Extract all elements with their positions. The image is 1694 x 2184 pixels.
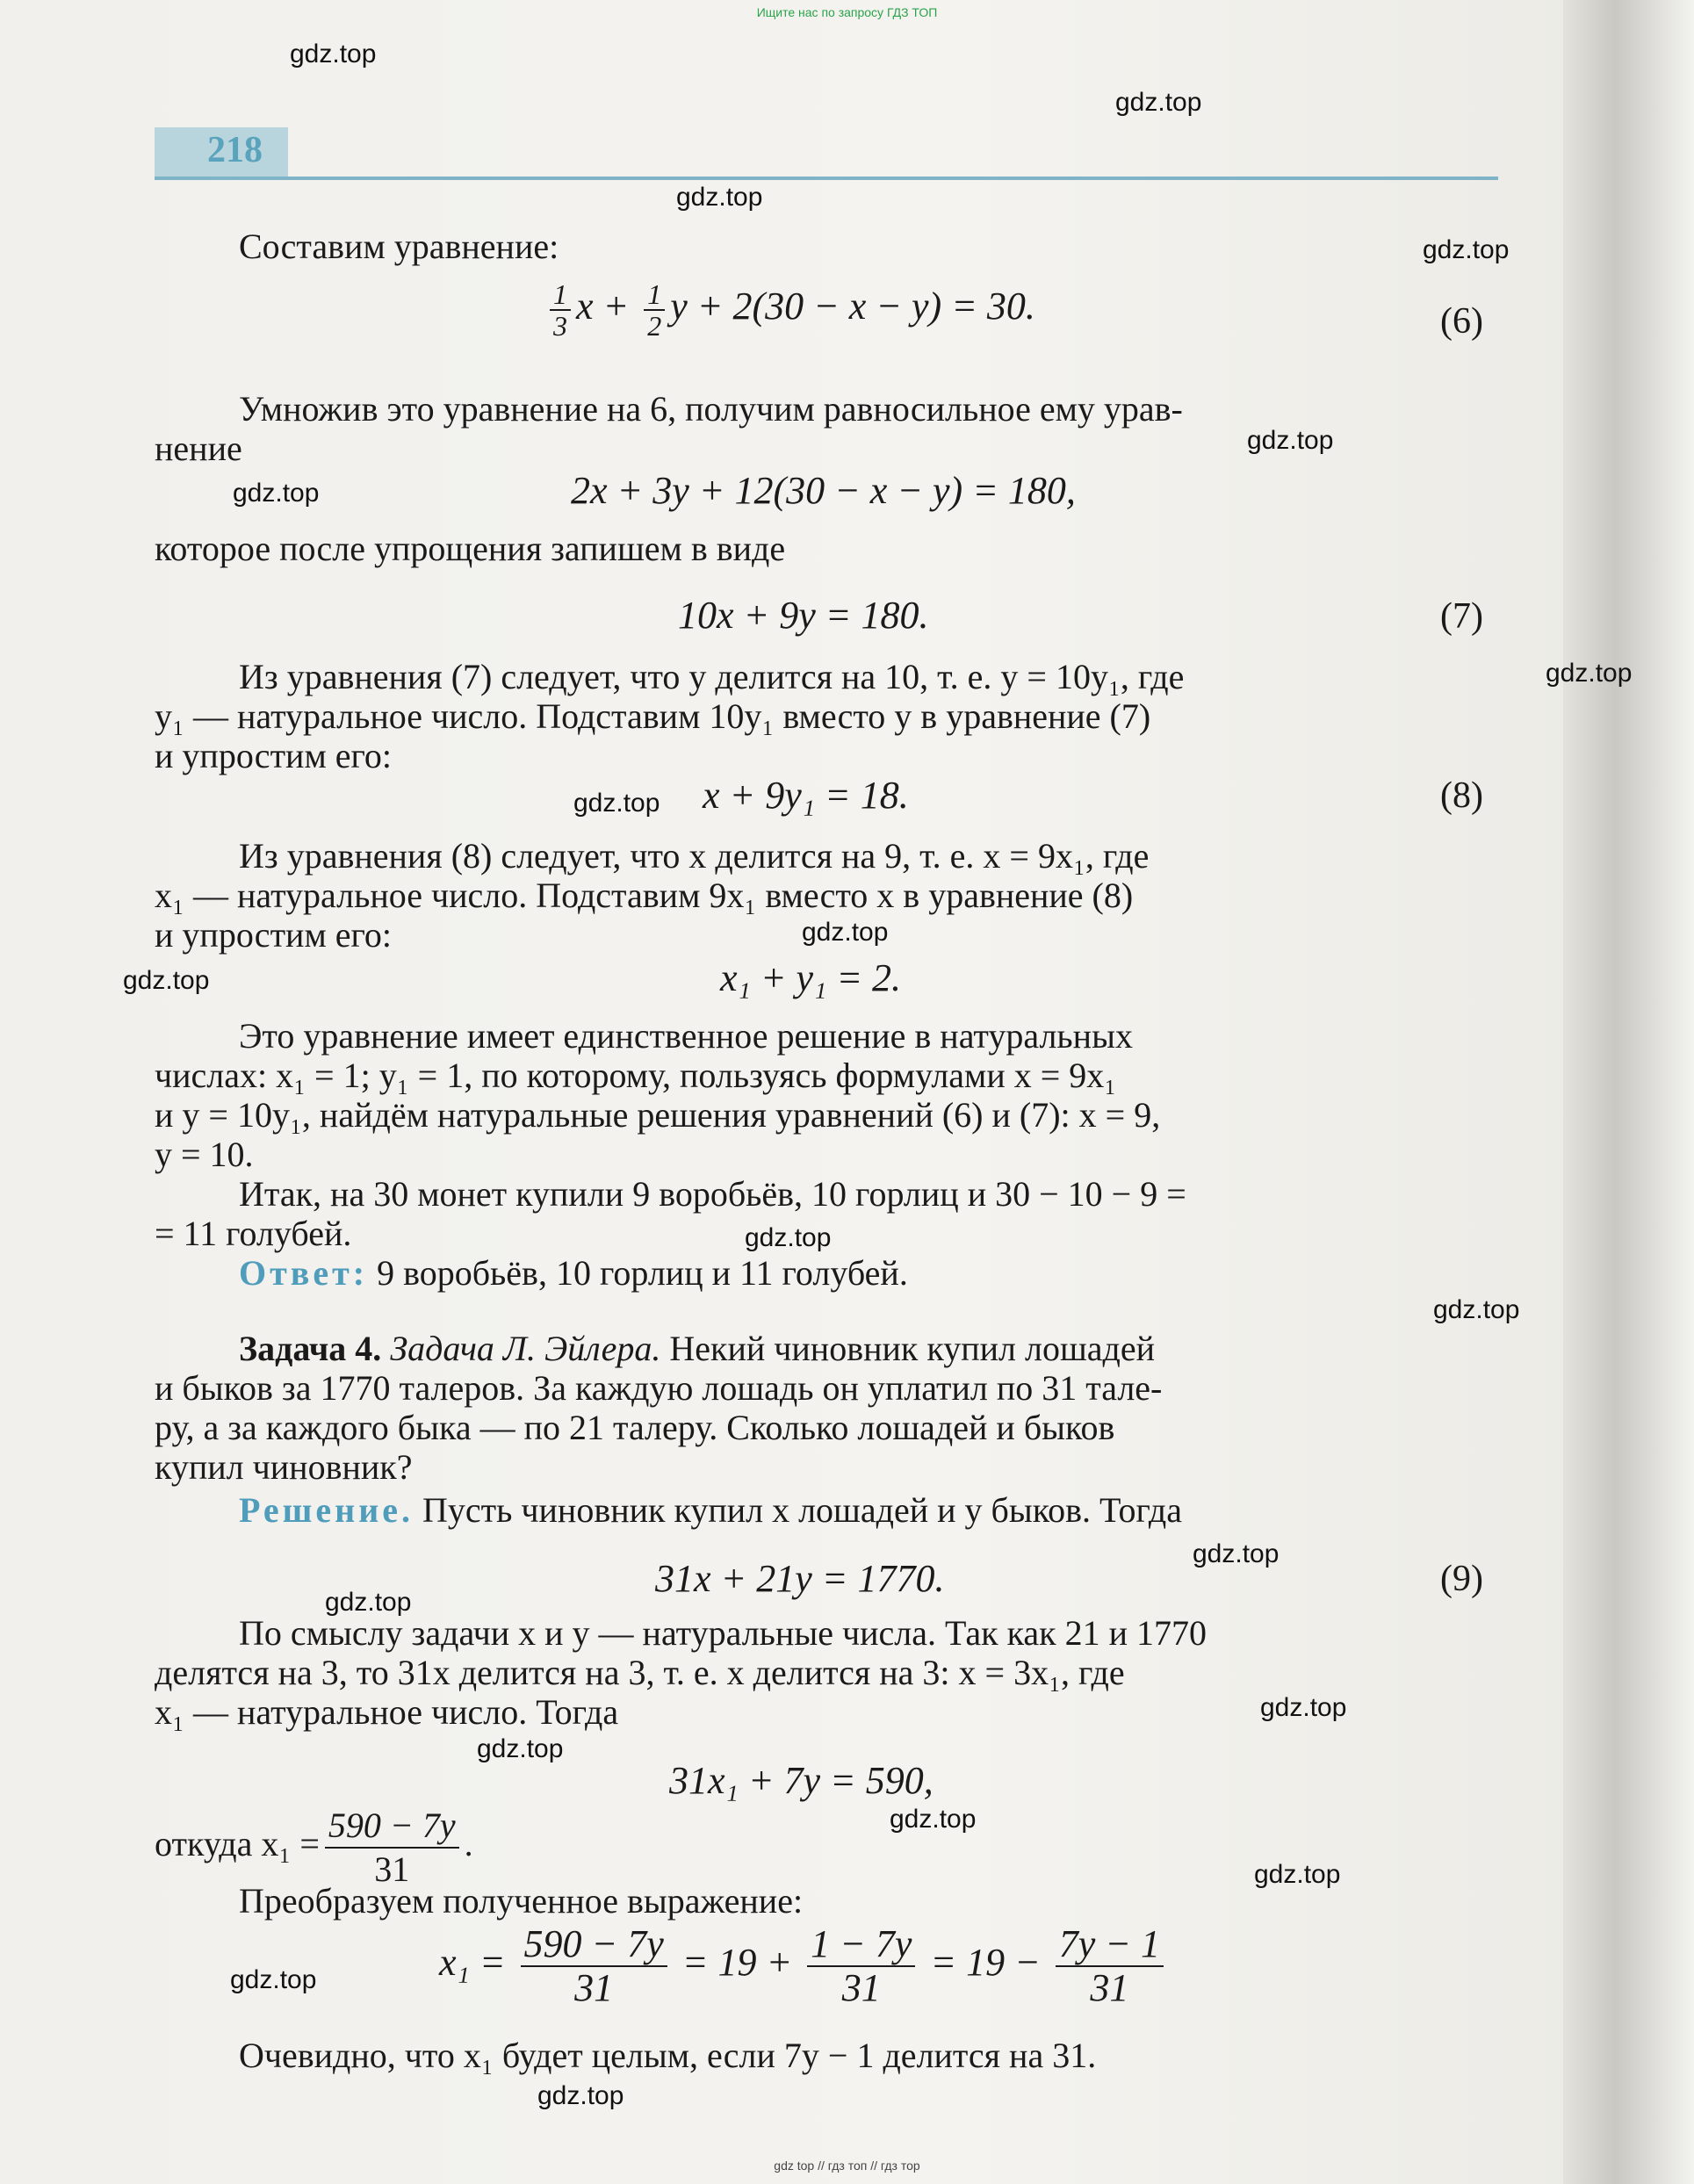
text-line: Очевидно, что x₁ будет целым, если 7y − 1 делится на 31. [239, 2036, 1097, 2075]
watermark: gdz.top [1193, 1539, 1280, 1568]
watermark: gdz.top [1247, 426, 1334, 455]
watermark: gdz.top [573, 789, 660, 818]
watermark: gdz.top [676, 183, 763, 212]
text-line: По смыслу задачи x и y — натуральные числа. Так как 21 и 1770 [239, 1613, 1207, 1653]
equation-sum: x₁ + y₁ = 2. [720, 956, 902, 999]
fraction: $\frac{590 - 7y}{31}$ [521, 1923, 667, 2009]
equation-number: (9) [1440, 1559, 1483, 1599]
equation-number: (6) [1440, 301, 1483, 342]
text-line: Умножив это уравнение на 6, получим равносильное ему урав- [239, 389, 1183, 429]
text-line: и y = 10y₁, найдём натуральные решения уравнений (6) и (7): x = 9, [155, 1095, 1161, 1135]
text-line: y = 10. [155, 1135, 254, 1174]
watermark: gdz.top [537, 2081, 624, 2110]
watermark: gdz.top [325, 1588, 412, 1617]
page-header [155, 127, 1498, 178]
watermark: gdz.top [1423, 235, 1510, 264]
task-heading-line [239, 1329, 1155, 1369]
answer-label: Ответ: [239, 1253, 369, 1293]
equation-11: x₁ = $\frac{590 - 7y}{31}$ = 19 + $\frac{1 - 7y}{31}$ = 19 − $\frac{7y - 1}{31}$ [439, 1923, 1169, 2009]
text-line: x₁ — натуральное число. Подставим 9x₁ вместо x в уравнение (8) [155, 876, 1134, 915]
text-line: которое после упрощения запишем в виде [155, 529, 786, 568]
task-title: Задача Л. Эйлера. [390, 1329, 661, 1368]
watermark: gdz.top [802, 918, 889, 947]
text-line: Итак, на 30 монет купили 9 воробьёв, 10 горлиц и 30 − 10 − 9 = [239, 1174, 1186, 1214]
watermark: gdz.top [1546, 659, 1633, 688]
watermark: gdz.top [1260, 1693, 1347, 1722]
equation-multiplied: 2x + 3y + 12(30 − x − y) = 180, [571, 469, 1076, 512]
fraction: $\frac{1 - 7y}{31}$ [807, 1923, 915, 2009]
text-line: нение [155, 429, 242, 468]
text-line: = 11 голубей. [155, 1214, 352, 1253]
fraction: $\frac{1}{3}$ [550, 279, 571, 341]
watermark: gdz.top [233, 479, 320, 508]
text-line: ру, а за каждого быка — по 21 талеру. Сколько лошадей и быков [155, 1408, 1115, 1447]
text-line: Составим уравнение: [239, 227, 559, 266]
page-edge-shadow [1563, 0, 1694, 2184]
answer-text: 9 воробьёв, 10 горлиц и 11 голубей. [377, 1253, 908, 1293]
top-banner: Ищите нас по запросу ГДЗ ТОП [756, 5, 938, 19]
watermark: gdz.top [290, 40, 377, 68]
watermark: gdz.top [745, 1223, 832, 1252]
text-line: y₁ — натуральное число. Подставим 10y₁ вместо y в уравнение (7) [155, 696, 1151, 736]
watermark: gdz.top [230, 1965, 317, 1994]
task-text: Некий чиновник купил лошадей [669, 1329, 1156, 1368]
watermark: gdz.top [890, 1805, 977, 1834]
watermark: gdz.top [1433, 1295, 1520, 1324]
watermark: gdz.top [1254, 1860, 1341, 1889]
task-label: Задача 4. [239, 1329, 382, 1368]
fraction: $\frac{1}{2}$ [644, 279, 665, 341]
text-line: делятся на 3, то 31x делится на 3, т. е. x делится на 3: x = 3x₁, где [155, 1653, 1125, 1692]
text-line: и упростим его: [155, 736, 393, 775]
text-line: купил чиновник? [155, 1447, 413, 1487]
text-line: Из уравнения (8) следует, что x делится на 9, т. е. x = 9x₁, где [239, 836, 1150, 876]
equation-7: 10x + 9y = 180. [678, 594, 929, 637]
solution-line [239, 1490, 1182, 1531]
answer-line [239, 1253, 908, 1294]
watermark: gdz.top [477, 1734, 564, 1763]
header-rule [155, 177, 1498, 180]
text-line: и быков за 1770 талеров. За каждую лошадь он уплатил по 31 тале- [155, 1368, 1163, 1408]
watermark: gdz.top [1115, 88, 1202, 117]
equation-10: 31x₁ + 7y = 590, [669, 1759, 934, 1802]
text-line: и упростим его: [155, 915, 393, 955]
equation-6: $\frac{1}{3}$ x + $\frac{1}{2}$ y + 2(30 − x − y) = 30. [544, 279, 1035, 341]
equation-9: 31x + 21y = 1770. [655, 1557, 945, 1600]
bottom-banner: gdz top // гдз топ // гдз тор [774, 2159, 920, 2173]
text-line: числах: x₁ = 1; y₁ = 1, по которому, пользуясь формулами x = 9x₁ [155, 1056, 1117, 1095]
text-line: Из уравнения (7) следует, что y делится на 10, т. е. y = 10y₁, где [239, 657, 1185, 696]
text-line: Преобразуем полученное выражение: [239, 1881, 804, 1921]
text-line: x₁ — натуральное число. Тогда [155, 1692, 619, 1732]
solution-text: Пусть чиновник купил x лошадей и y быков. Тогда [422, 1490, 1182, 1530]
equation-8: x + 9y₁ = 18. [703, 774, 909, 817]
page-number: 218 [207, 130, 263, 170]
solution-label: Решение. [239, 1490, 414, 1530]
text-line-fraction: откуда x₁ = $\frac{590 - 7y}{31}$ . [155, 1806, 473, 1889]
equation-number: (7) [1440, 596, 1483, 637]
equation-number: (8) [1440, 775, 1483, 816]
fraction: $\frac{590 - 7y}{31}$ [325, 1805, 459, 1891]
fraction: $\frac{7y - 1}{31}$ [1056, 1923, 1164, 2009]
watermark: gdz.top [123, 966, 210, 995]
text-line: Это уравнение имеет единственное решение в натуральных [239, 1016, 1133, 1056]
